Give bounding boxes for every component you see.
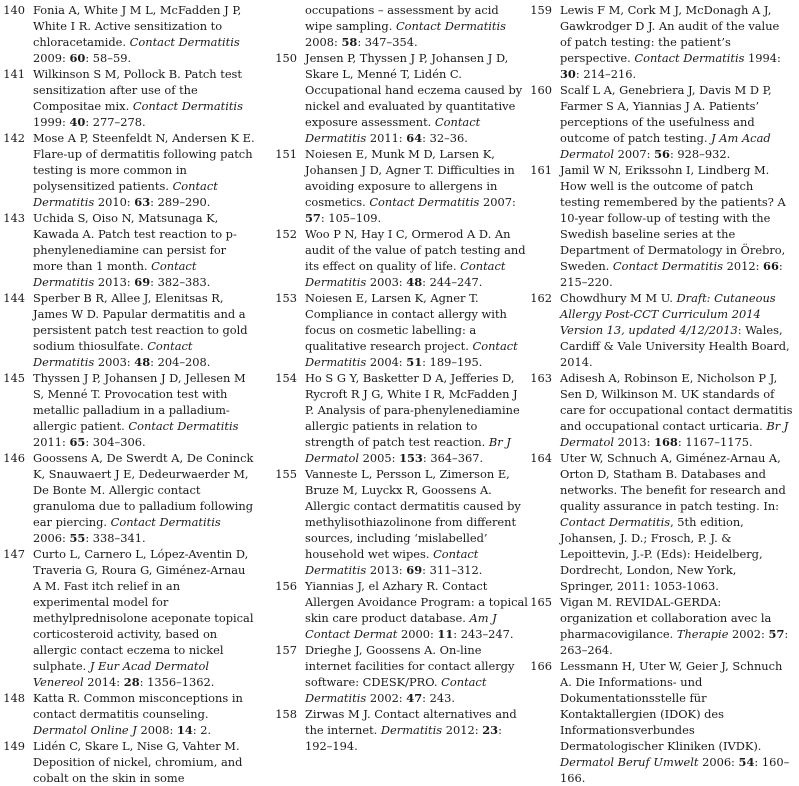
reference-text — [305, 370, 528, 466]
reference-segment: , 5th edition, Johansen, J. D.; Frosch, P. J. & Lepoittevin, J.-P. (Eds): Heidelberg, Dordrecht, London, New York, Springer, 2011: 1053-1063. — [560, 515, 763, 593]
reference-number: 143 — [3, 211, 25, 225]
reference-segment: : 105–109. — [320, 211, 382, 225]
reference-segment: Fonia A, White J M L, McFadden J P, White I R. Active sensitization to chloracetamide. — [33, 3, 242, 49]
reference-number: 157 — [275, 643, 297, 657]
reference-segment: : 304–306. — [85, 435, 146, 449]
journal-title: Contact Dermatitis — [305, 547, 479, 577]
reference-segment: : 382–383. — [150, 275, 211, 289]
reference-text — [560, 290, 793, 370]
reference-text — [305, 2, 528, 50]
volume-number: 168 — [654, 435, 678, 449]
reference-text — [560, 658, 793, 786]
reference-text — [33, 738, 255, 786]
reference-segment: Goossens A, De Swerdt A, De Coninck K, Snauwaert J E, Dedeurwaerder M, De Bonte M. Allergic contact granuloma due to palladium following ear piercing. — [33, 451, 254, 529]
reference-entry — [527, 450, 793, 594]
journal-title: Br J Dermatol — [305, 435, 511, 465]
volume-number: 64 — [406, 131, 423, 145]
reference-segment: Jensen P, Thyssen J P, Johansen J D, Skare L, Menné T, Lidén C. Occupational hand eczema caused by nickel and evaluated by quantitative exposure assessment. — [305, 51, 523, 129]
reference-segment: Ho S G Y, Basketter D A, Jefferies D, Rycroft R J G, White I R, McFadden J P. Analysis of para-phenylenediamine allergic patients in relation to strength of patch test reaction. — [305, 371, 520, 449]
reference-segment: Noiesen E, Munk M D, Larsen K, Johansen J D, Agner T. Difficulties in avoiding exposure to allergens in cosmetics. — [305, 147, 515, 209]
reference-segment: 2008: — [136, 723, 177, 737]
reference-number: 155 — [275, 467, 297, 481]
volume-number: 30 — [560, 67, 576, 81]
reference-text — [305, 146, 528, 226]
volume-number: 57 — [305, 211, 321, 225]
reference-column — [272, 2, 528, 754]
journal-title: Contact Dermatitis — [132, 99, 243, 113]
reference-entry — [0, 690, 255, 738]
reference-number: 160 — [530, 83, 552, 97]
reference-segment: Lessmann H, Uter W, Geier J, Schnuch A. Die Informations- und Dokumentationsstelle für Kontaktallergien (IDOK) des Informationsverbundes Dermatologischer Kliniken (IVDK). — [560, 659, 783, 753]
reference-entry — [0, 738, 255, 786]
reference-segment: : 160–166. — [560, 755, 790, 785]
reference-number: 159 — [530, 3, 552, 17]
reference-segment: Adisesh A, Robinson E, Nicholson P J, Sen D, Wilkinson M. UK standards of care for occupational contact dermatitis and occupational contact urticaria. — [560, 371, 793, 433]
reference-segment: 2007: — [479, 195, 516, 209]
journal-title: Draft: Cutaneous Allergy Post-CCT Curriculum 2014 Version 13, updated 4/12/2013 — [560, 291, 776, 337]
reference-column — [527, 2, 793, 786]
reference-segment: : 289–290. — [150, 195, 211, 209]
volume-number: 11 — [437, 627, 454, 641]
reference-number: 152 — [275, 227, 297, 241]
reference-segment: Scalf L A, Genebriera J, Davis M D P, Farmer S A, Yiannias J A. Patients’ perceptions of the usefulness and outcome of patch testing. — [560, 83, 772, 145]
reference-segment: Sperber B R, Allee J, Elenitsas R, James W D. Papular dermatitis and a persistent patch test reaction to gold sodium thiosulfate. — [33, 291, 248, 353]
reference-segment: 2003: — [94, 355, 135, 369]
reference-segment: occupations – assessment by acid wipe sampling. — [305, 3, 499, 33]
reference-segment: 1999: — [33, 115, 70, 129]
reference-segment: 2012: — [722, 259, 764, 273]
reference-segment: Zirwas M J. Contact alternatives and the internet. — [305, 707, 517, 737]
reference-number: 149 — [3, 739, 25, 753]
volume-number: 48 — [406, 275, 423, 289]
journal-title: Contact Dermatitis — [369, 195, 480, 209]
volume-number: 69 — [406, 563, 423, 577]
reference-text — [33, 546, 255, 690]
reference-segment: : 243–247. — [453, 627, 514, 641]
volume-number: 28 — [123, 675, 140, 689]
reference-entry — [527, 2, 793, 82]
reference-number: 147 — [3, 547, 25, 561]
journal-title: Contact Dermatitis — [305, 115, 481, 145]
reference-segment: 1994: — [744, 51, 781, 65]
reference-segment: Wilkinson S M, Pollock B. Patch test sensitization after use of the Compositae mix. — [33, 67, 242, 113]
volume-number: 14 — [176, 723, 193, 737]
reference-segment: : 244–247. — [422, 275, 483, 289]
reference-segment: : 243. — [422, 691, 455, 705]
volume-number: 47 — [406, 691, 423, 705]
reference-text — [33, 370, 255, 450]
reference-text — [305, 466, 528, 578]
reference-entry — [0, 290, 255, 370]
journal-title: Dermatitis — [380, 723, 443, 737]
reference-number: 140 — [3, 3, 25, 17]
reference-segment: 2000: — [397, 627, 438, 641]
reference-column — [0, 2, 255, 786]
volume-number: 51 — [406, 355, 423, 369]
reference-segment: 2008: — [305, 35, 342, 49]
journal-title: Contact Dermatitis — [305, 259, 506, 289]
reference-segment: 2012: — [442, 723, 483, 737]
reference-segment: 2011: — [366, 131, 407, 145]
journal-title: Contact Dermatitis — [634, 51, 745, 65]
reference-entry — [0, 370, 255, 450]
reference-text — [33, 450, 255, 546]
reference-number: 164 — [530, 451, 552, 465]
reference-number: 158 — [275, 707, 297, 721]
journal-title: Contact Dermatitis — [33, 339, 193, 369]
journal-title: Br J Dermatol — [560, 419, 789, 449]
reference-text — [33, 130, 255, 210]
reference-number: 154 — [275, 371, 297, 385]
reference-segment: Uter W, Schnuch A, Giménez-Arnau A, Orton D, Statham B. Databases and networks. The benefit for research and quality assurance in patch testing. In: — [560, 451, 786, 513]
reference-segment: Drieghe J, Goossens A. On-line internet facilities for contact allergy software: CDESK/PRO. — [305, 643, 515, 689]
reference-number: 156 — [275, 579, 297, 593]
journal-title: Contact Dermatitis — [33, 179, 218, 209]
journal-title: Contact Dermatitis — [128, 419, 239, 433]
reference-segment: : 2. — [192, 723, 212, 737]
reference-text — [560, 82, 793, 162]
reference-text — [305, 226, 528, 290]
reference-segment: Vanneste L, Persson L, Zimerson E, Bruze M, Luyckx R, Goossens A. Allergic contact dermatitis caused by methylisothiazolinone from different sources, including ‘mislabelled’ household wet wipes. — [305, 467, 521, 561]
journal-title: Contact Dermatitis — [395, 19, 506, 33]
volume-number: 153 — [399, 451, 423, 465]
reference-segment: 2013: — [94, 275, 135, 289]
volume-number: 54 — [738, 755, 755, 769]
reference-segment: : 1356–1362. — [139, 675, 215, 689]
reference-segment: : 928–932. — [669, 147, 731, 161]
reference-number: 161 — [530, 163, 552, 177]
reference-text — [305, 706, 528, 754]
reference-entry — [0, 546, 255, 690]
reference-entry — [527, 658, 793, 786]
reference-text — [33, 290, 255, 370]
reference-segment: Vigan M. REVIDAL-GERDA: organization et collaboration avec la pharmacovigilance. — [560, 595, 772, 641]
reference-segment: : 215–220. — [560, 259, 783, 289]
reference-segment: Chowdhury M M U. — [560, 291, 677, 305]
journal-title: Contact Dermatitis — [305, 675, 487, 705]
reference-segment: Mose A P, Steenfeldt N, Andersen K E. Flare-up of dermatitis following patch testing is more common in polysensitized patients. — [33, 131, 255, 193]
reference-segment: 2006: — [698, 755, 739, 769]
reference-text — [33, 2, 255, 66]
reference-text — [305, 290, 528, 370]
reference-entry — [0, 210, 255, 290]
reference-segment: 2013: — [614, 435, 655, 449]
reference-segment: : 32–36. — [422, 131, 468, 145]
reference-number: 142 — [3, 131, 25, 145]
reference-text — [560, 450, 793, 594]
reference-segment: : 277–278. — [85, 115, 146, 129]
journal-title: Am J Contact Dermat — [305, 611, 497, 641]
reference-segment: 2007: — [614, 147, 655, 161]
reference-number: 153 — [275, 291, 297, 305]
reference-entry — [272, 50, 528, 146]
volume-number: 56 — [654, 147, 670, 161]
reference-entry — [0, 2, 255, 66]
reference-entry — [527, 162, 793, 290]
reference-segment: : 58–59. — [85, 51, 132, 65]
reference-text — [305, 642, 528, 706]
journal-title: Contact Dermatitis — [305, 339, 518, 369]
reference-segment: 2002: — [366, 691, 407, 705]
reference-segment: 2009: — [33, 51, 70, 65]
reference-entry — [527, 290, 793, 370]
reference-text — [560, 2, 793, 82]
reference-segment: : 1167–1175. — [677, 435, 753, 449]
reference-segment: 2011: — [33, 435, 70, 449]
reference-segment: Noiesen E, Larsen K, Agner T. Compliance in contact allergy with focus on cosmetic labelling: a qualitative research project. — [305, 291, 507, 353]
reference-entry — [0, 66, 255, 130]
reference-segment: : 347–354. — [357, 35, 418, 49]
journal-title: J Eur Acad Dermatol Venereol — [33, 659, 210, 689]
journal-title: Therapie — [676, 627, 729, 641]
reference-entry — [272, 146, 528, 226]
reference-entry — [272, 578, 528, 642]
reference-segment: 2004: — [366, 355, 407, 369]
journal-title: Dermatol Online J — [33, 723, 137, 737]
reference-segment: Jamil W N, Erikssohn I, Lindberg M. How well is the outcome of patch testing remembered by the patients? A 10-year follow-up of testing with the Swedish baseline series at the Department of Dermatology in Örebro, Sweden. — [560, 163, 786, 273]
reference-number: 165 — [530, 595, 552, 609]
reference-text — [33, 66, 255, 130]
reference-entry — [527, 594, 793, 658]
journal-title: J Am Acad Dermatol — [560, 131, 771, 161]
reference-segment: Yiannias J, el Azhary R. Contact Allergen Avoidance Program: a topical skin care product database. — [305, 579, 528, 625]
reference-text — [33, 210, 255, 290]
reference-segment: Thyssen J P, Johansen J D, Jellesen M S, Menné T. Provocation test with metallic palladium in a palladium-allergic patient. — [33, 371, 246, 433]
journal-title: Contact Dermatitis — [129, 35, 240, 49]
reference-continuation — [272, 2, 528, 50]
reference-entry — [527, 82, 793, 162]
reference-number: 146 — [3, 451, 25, 465]
reference-segment: : 263–264. — [560, 627, 789, 657]
volume-number: 48 — [134, 355, 151, 369]
reference-text — [560, 594, 793, 658]
reference-segment: Lidén C, Skare L, Nise G, Vahter M. Deposition of nickel, chromium, and cobalt on the skin in some — [33, 739, 243, 785]
reference-number: 141 — [3, 67, 25, 81]
reference-number: 163 — [530, 371, 552, 385]
reference-segment: 2013: — [366, 563, 407, 577]
journal-title: Contact Dermatitis — [560, 515, 671, 529]
reference-segment: : 311–312. — [422, 563, 483, 577]
reference-number: 162 — [530, 291, 552, 305]
reference-segment: : Wales, Cardiff & Vale University Health Board, 2014. — [560, 323, 790, 369]
reference-segment: : 338–341. — [85, 531, 146, 545]
reference-number: 148 — [3, 691, 25, 705]
volume-number: 23 — [482, 723, 499, 737]
reference-entry — [272, 226, 528, 290]
reference-segment: Woo P N, Hay I C, Ormerod A D. An audit of the value of patch testing and its effect on quality of life. — [305, 227, 526, 273]
reference-segment: : 214–216. — [575, 67, 637, 81]
journal-title: Dermatol Beruf Umwelt — [560, 755, 699, 769]
volume-number: 63 — [134, 195, 151, 209]
reference-segment: 2003: — [366, 275, 407, 289]
reference-segment: Katta R. Common misconceptions in contact dermatitis counseling. — [33, 691, 243, 721]
reference-segment: Curto L, Carnero L, López-Aventin D, Traveria G, Roura G, Giménez-Arnau A M. Fast itch relief in an experimental model for methylprednisolone aceponate topical corticosteroid activity, based on allergic contact eczema to nickel sulphate. — [33, 547, 254, 673]
reference-number: 145 — [3, 371, 25, 385]
reference-segment: 2010: — [94, 195, 135, 209]
reference-text — [305, 578, 528, 642]
reference-segment: Uchida S, Oiso N, Matsunaga K, Kawada A. Patch test reaction to p-phenylenediamine can persist for more than 1 month. — [33, 211, 237, 273]
journal-title: Contact Dermatitis — [110, 515, 221, 529]
reference-segment: Lewis F M, Cork M J, McDonagh A J, Gawkrodger D J. An audit of the value of patch testing: the patient’s perspective. — [560, 3, 780, 65]
reference-segment: : 204–208. — [150, 355, 211, 369]
reference-segment: 2006: — [33, 531, 70, 545]
reference-text — [560, 370, 793, 450]
reference-number: 151 — [275, 147, 297, 161]
volume-number: 69 — [134, 275, 151, 289]
reference-entry — [0, 130, 255, 210]
reference-entry — [272, 290, 528, 370]
reference-entry — [272, 642, 528, 706]
reference-segment: : 364–367. — [422, 451, 484, 465]
volume-number: 57 — [768, 627, 785, 641]
reference-segment: : 192–194. — [305, 723, 502, 753]
reference-entry — [0, 450, 255, 546]
reference-text — [305, 50, 528, 146]
reference-entry — [272, 466, 528, 578]
reference-segment: : 189–195. — [422, 355, 483, 369]
reference-segment: 2005: — [359, 451, 400, 465]
reference-number: 166 — [530, 659, 552, 673]
volume-number: 58 — [341, 35, 358, 49]
volume-number: 40 — [69, 115, 86, 129]
volume-number: 55 — [69, 531, 86, 545]
reference-entry — [272, 706, 528, 754]
volume-number: 66 — [763, 259, 779, 273]
reference-segment: 2014: — [83, 675, 124, 689]
reference-entry — [527, 370, 793, 450]
volume-number: 65 — [69, 435, 86, 449]
reference-number: 144 — [3, 291, 25, 305]
journal-title: Contact Dermatitis — [612, 259, 723, 273]
journal-title: Contact Dermatitis — [33, 259, 197, 289]
reference-segment: 2002: — [728, 627, 769, 641]
reference-number: 150 — [275, 51, 297, 65]
reference-entry — [272, 370, 528, 466]
volume-number: 60 — [69, 51, 86, 65]
reference-text — [560, 162, 793, 290]
reference-text — [33, 690, 255, 738]
